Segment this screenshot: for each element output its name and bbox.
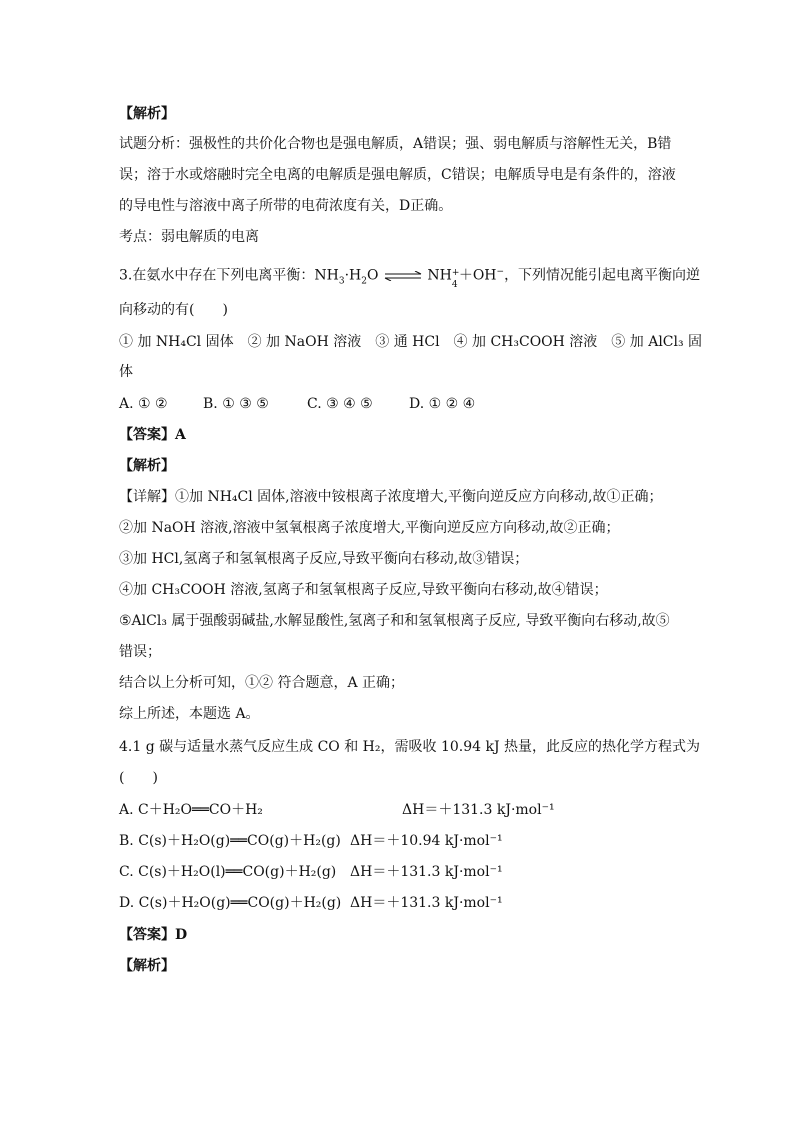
q4-option-a bbox=[119, 800, 263, 820]
q3-answer: 【答案】A bbox=[119, 427, 186, 443]
q3-detail-line: 错误； bbox=[119, 644, 161, 660]
q3-detail-line: ⑤AlCl₃ 属于强酸弱碱盐,水解显酸性,氢离子和和氢氧根离子反应, 导致平衡向右移动,故⑤ bbox=[119, 613, 670, 629]
q3-stem-line1 bbox=[119, 262, 700, 291]
q3-nh3-subscript: 3 bbox=[338, 276, 345, 287]
q4-answer: 【答案】D bbox=[119, 927, 188, 943]
q3-stem-line2: 向移动的有( ) bbox=[119, 302, 228, 318]
q4-option-equation: A. C＋H₂O══CO＋H₂ bbox=[119, 802, 263, 818]
q3-option-c: C. ③ ④ ⑤ bbox=[307, 396, 373, 412]
q3-stem-mid1: ·H bbox=[344, 267, 362, 284]
q4-option-b bbox=[119, 831, 341, 851]
q3-conditions-line1: ① 加 NH₄Cl 固体 ② 加 NaOH 溶液 ③ 通 HCl ④ 加 CH₃COOH 溶液 ⑤ 加 AlCl₃ 固 bbox=[119, 334, 703, 350]
q4-option-d bbox=[119, 893, 341, 913]
q4-option-equation: C. C(s)＋H₂O(l)══CO(g)＋H₂(g) bbox=[119, 864, 337, 880]
q4-option-enthalpy: ΔH＝＋131.3 kJ·mol⁻¹ bbox=[350, 895, 503, 911]
q4-analysis-heading: 【解析】 bbox=[119, 958, 175, 974]
q3-detail-line: 【详解】①加 NH₄Cl 固体,溶液中铵根离子浓度增大,平衡向逆反应方向移动,故①正确； bbox=[119, 489, 663, 505]
q3-analysis-heading: 【解析】 bbox=[119, 458, 175, 474]
q3-stem-prefix: 3.在氨水中存在下列电离平衡：NH bbox=[119, 267, 339, 284]
q4-stem-line2: ( ) bbox=[119, 770, 158, 786]
q3-conditions-line2: 体 bbox=[119, 364, 133, 380]
reversible-arrow-icon bbox=[384, 271, 422, 281]
q4-stem-line1: 4.1 g 碳与适量水蒸气反应生成 CO 和 H₂，需吸收 10.94 kJ 热量，此反应的热化学方程式为 bbox=[119, 739, 701, 755]
q3-stem-mid2: O bbox=[366, 267, 379, 284]
q4-option-equation: D. C(s)＋H₂O(g)══CO(g)＋H₂(g) bbox=[119, 895, 342, 911]
q3-oh: ＋OH bbox=[458, 267, 497, 284]
q3-detail-line: ④加 CH₃COOH 溶液,氢离子和氢氧根离子反应,导致平衡向右移动,故④错误； bbox=[119, 582, 608, 598]
q3-detail-line: 综上所述，本题选 A。 bbox=[119, 706, 260, 722]
q3-detail-line: ②加 NaOH 溶液,溶液中氢氧根离子浓度增大,平衡向逆反应方向移动,故②正确； bbox=[119, 520, 620, 536]
analysis-line: 试题分析：强极性的共价化合物也是强电解质，A错误；强、弱电解质与溶解性无关，B错 bbox=[119, 136, 672, 152]
section-heading-analysis: 【解析】 bbox=[119, 106, 175, 122]
analysis-line: 的导电性与溶液中离子所带的电荷浓度有关，D正确。 bbox=[119, 198, 453, 214]
q3-option-b: B. ① ③ ⑤ bbox=[203, 396, 269, 412]
q3-detail-line: ③加 HCl,氢离子和氢氧根离子反应,导致平衡向右移动,故③错误； bbox=[119, 551, 529, 567]
analysis-line: 误；溶于水或熔融时完全电离的电解质是强电解质，C错误；电解质导电是有条件的，溶液 bbox=[119, 167, 676, 183]
q3-detail-line: 结合以上分析可知，①② 符合题意，A 正确； bbox=[119, 675, 405, 691]
q4-option-c bbox=[119, 862, 336, 882]
q4-option-equation: B. C(s)＋H₂O(g)══CO(g)＋H₂(g) bbox=[119, 833, 341, 849]
q3-options-row bbox=[119, 394, 475, 414]
q3-nh4-superscript: + bbox=[451, 267, 460, 278]
q3-option-d: D. ① ② ④ bbox=[409, 396, 476, 412]
kaodian-line: 考点：弱电解质的电离 bbox=[119, 229, 259, 245]
q3-option-a: A. ① ② bbox=[119, 396, 168, 412]
q4-option-enthalpy: ΔH＝＋131.3 kJ·mol⁻¹ bbox=[350, 864, 503, 880]
q3-stem-suffix: ，下列情况能引起电离平衡向逆 bbox=[504, 267, 701, 284]
q4-option-enthalpy: ΔH＝＋10.94 kJ·mol⁻¹ bbox=[350, 833, 503, 849]
q3-nh4: NH bbox=[427, 267, 452, 284]
q3-nh4-subscript: 4 bbox=[451, 279, 458, 290]
q4-option-enthalpy: ΔH＝＋131.3 kJ·mol⁻¹ bbox=[402, 802, 555, 818]
q3-h2o-subscript: 2 bbox=[361, 276, 367, 287]
q3-oh-superscript: − bbox=[496, 267, 505, 277]
